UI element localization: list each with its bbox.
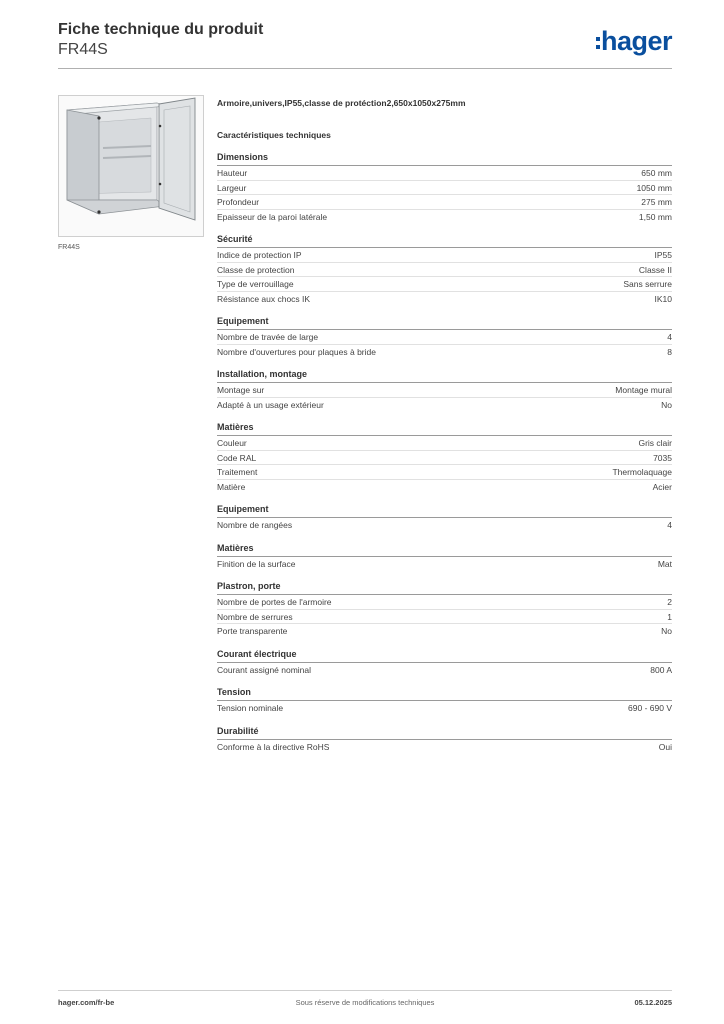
spec-label: Type de verrouillage <box>217 279 294 289</box>
spec-label: Classe de protection <box>217 264 295 275</box>
spec-value: 4 <box>667 520 672 530</box>
footer-date: 05.12.2025 <box>634 998 672 1007</box>
spec-row <box>217 195 672 210</box>
spec-sections <box>217 151 672 754</box>
spec-label: Code RAL <box>217 452 257 463</box>
spec-value: Sans serrure <box>623 279 672 289</box>
section-title: Sécurité <box>217 233 672 248</box>
spec-value: Oui <box>658 741 672 752</box>
spec-row <box>217 557 672 572</box>
spec-section <box>217 580 672 639</box>
spec-value: No <box>661 626 672 636</box>
logo-colon-icon <box>596 34 600 52</box>
spec-row <box>217 383 672 398</box>
spec-row <box>217 166 672 181</box>
logo-text: hager <box>600 26 672 56</box>
spec-label: Nombre de rangées <box>217 520 293 530</box>
spec-heading: Caractéristiques techniques <box>217 130 331 140</box>
spec-row <box>217 701 672 716</box>
spec-value: Mat <box>657 558 672 569</box>
document-title: Fiche technique du produit <box>58 21 264 38</box>
page-footer <box>58 998 672 1012</box>
spec-row <box>217 663 672 678</box>
spec-label: Conforme à la directive RoHS <box>217 741 330 752</box>
spec-row <box>217 210 672 225</box>
section-title: Matières <box>217 542 672 557</box>
section-title: Dimensions <box>217 151 672 166</box>
spec-row <box>217 610 672 625</box>
spec-row <box>217 436 672 451</box>
spec-label: Nombre de serrures <box>217 611 293 622</box>
spec-label: Couleur <box>217 438 247 448</box>
spec-label: Largeur <box>217 182 247 193</box>
spec-value: Thermolaquage <box>612 467 672 477</box>
spec-label: Finition de la surface <box>217 558 296 569</box>
spec-value: Gris clair <box>638 438 672 448</box>
product-designation: Armoire,univers,IP55,classe de protéction2,650x1050x275mm <box>217 98 466 108</box>
spec-section <box>217 686 672 716</box>
spec-value: 275 mm <box>641 197 672 207</box>
spec-value: 690 - 690 V <box>628 703 672 713</box>
spec-row <box>217 740 672 755</box>
footer-website: hager.com/fr-be <box>58 998 115 1007</box>
spec-row <box>217 248 672 263</box>
spec-label: Montage sur <box>217 385 265 395</box>
spec-section <box>217 421 672 494</box>
spec-label: Indice de protection IP <box>217 250 302 260</box>
footer-divider <box>58 990 672 991</box>
spec-value: 1,50 mm <box>638 211 672 222</box>
spec-row <box>217 181 672 196</box>
spec-value: IP55 <box>654 250 672 260</box>
spec-value: IK10 <box>654 293 672 304</box>
spec-label: Epaisseur de la paroi latérale <box>217 211 328 222</box>
spec-row <box>217 465 672 480</box>
spec-value: 650 mm <box>641 168 672 178</box>
spec-section <box>217 648 672 678</box>
spec-value: Classe II <box>638 264 672 275</box>
spec-row <box>217 263 672 278</box>
spec-row <box>217 624 672 639</box>
spec-row <box>217 518 672 533</box>
spec-value: 1 <box>667 611 672 622</box>
cabinet-illustration-icon <box>59 96 203 236</box>
spec-row <box>217 595 672 610</box>
header-divider <box>58 68 672 69</box>
section-title: Matières <box>217 421 672 436</box>
spec-content <box>217 96 672 754</box>
spec-label: Nombre de travée de large <box>217 332 319 342</box>
section-title: Equipement <box>217 315 672 330</box>
spec-value: No <box>661 399 672 410</box>
spec-label: Courant assigné nominal <box>217 664 312 675</box>
section-title: Installation, montage <box>217 368 672 383</box>
spec-value: 800 A <box>650 664 672 675</box>
spec-value: 2 <box>667 597 672 607</box>
spec-row <box>217 480 672 495</box>
spec-label: Nombre de portes de l'armoire <box>217 597 332 607</box>
spec-row <box>217 451 672 466</box>
spec-row <box>217 277 672 292</box>
spec-section <box>217 315 672 359</box>
spec-row <box>217 292 672 307</box>
spec-label: Résistance aux chocs IK <box>217 293 311 304</box>
spec-label: Tension nominale <box>217 703 284 713</box>
spec-label: Nombre d'ouvertures pour plaques à bride <box>217 346 376 357</box>
spec-value: 4 <box>667 332 672 342</box>
section-title: Equipement <box>217 503 672 518</box>
section-title: Courant électrique <box>217 648 672 663</box>
spec-label: Profondeur <box>217 197 260 207</box>
spec-value: 7035 <box>653 452 672 463</box>
spec-section <box>217 542 672 572</box>
spec-label: Matière <box>217 481 246 492</box>
spec-section <box>217 368 672 412</box>
spec-row <box>217 330 672 345</box>
spec-label: Porte transparente <box>217 626 288 636</box>
spec-value: 1050 mm <box>636 182 672 193</box>
spec-section <box>217 151 672 224</box>
product-reference: FR44S <box>58 41 108 58</box>
spec-section <box>217 233 672 306</box>
brand-logo <box>596 26 672 56</box>
spec-value: 8 <box>667 346 672 357</box>
spec-value: Acier <box>652 481 672 492</box>
spec-section <box>217 725 672 755</box>
footer-notice: Sous réserve de modifications techniques <box>295 998 435 1007</box>
section-title: Tension <box>217 686 672 701</box>
spec-value: Montage mural <box>615 385 672 395</box>
spec-label: Hauteur <box>217 168 248 178</box>
spec-label: Adapté à un usage extérieur <box>217 399 324 410</box>
section-title: Plastron, porte <box>217 580 672 595</box>
spec-section <box>217 503 672 533</box>
image-caption: FR44S <box>58 244 80 251</box>
spec-label: Traitement <box>217 467 258 477</box>
spec-row <box>217 345 672 360</box>
product-image <box>58 95 204 237</box>
section-title: Durabilité <box>217 725 672 740</box>
spec-row <box>217 398 672 413</box>
page-header <box>58 20 672 70</box>
